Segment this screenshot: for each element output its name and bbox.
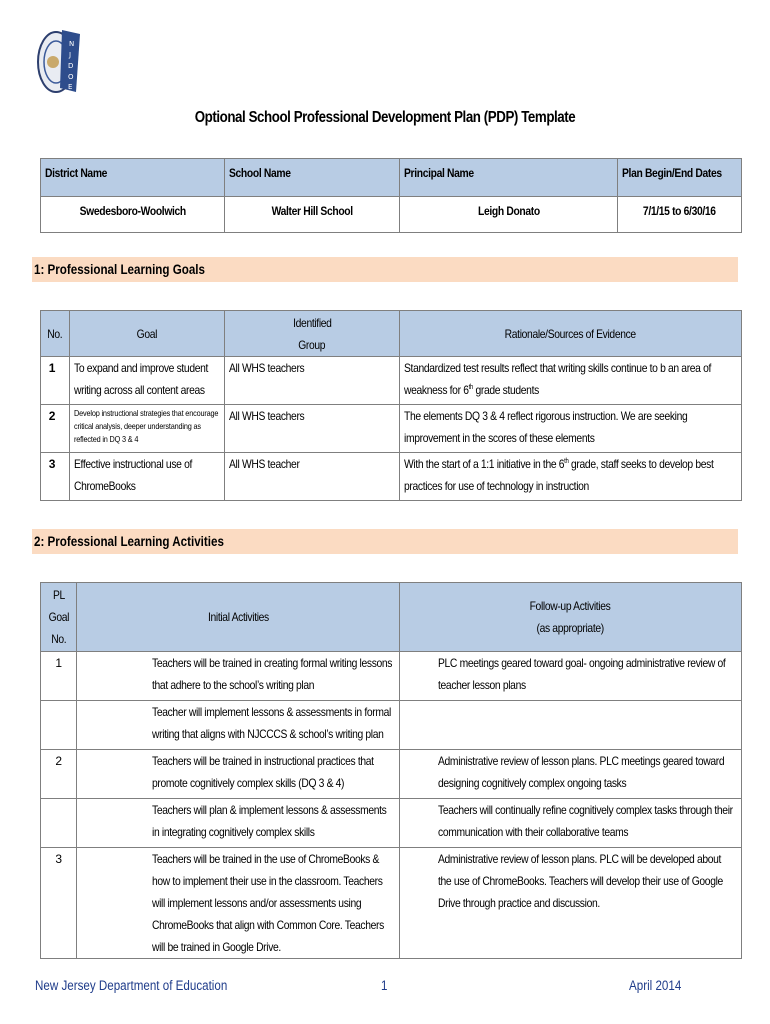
- activity-goal-number: 3: [41, 848, 77, 959]
- goal-rationale: With the start of a 1:1 initiative in the 6th grade, staff seeks to develop best practices for use of technology in instruction: [400, 453, 742, 501]
- footer-date: April 2014: [629, 978, 682, 993]
- goal-text: Develop instructional strategies that encourage critical analysis, deeper understanding as reflected in DQ 3 & 4: [70, 405, 225, 453]
- pl-goal-no-header: PL Goal No.: [41, 583, 77, 652]
- njdoe-seal-logo: [36, 26, 82, 96]
- district-name-header: District Name: [41, 159, 225, 197]
- followup-activity: Teachers will continually refine cognitively complex tasks through their communication with their collaborative teams: [400, 799, 742, 848]
- activities-header-row: [41, 583, 742, 652]
- footer-department: New Jersey Department of Education: [35, 978, 228, 993]
- activity-row: [41, 701, 742, 750]
- goal-text: To expand and improve student writing across all content areas: [70, 357, 225, 405]
- document-title: Optional School Professional Development Plan (PDP) Template: [194, 109, 576, 126]
- rationale-header: Rationale/Sources of Evidence: [400, 311, 742, 357]
- activity-row: [41, 848, 742, 959]
- goal-text: Effective instructional use of ChromeBooks: [70, 453, 225, 501]
- svg-text:O: O: [68, 73, 74, 81]
- school-name-header: School Name: [225, 159, 400, 197]
- svg-text:D: D: [68, 62, 74, 70]
- svg-text:E: E: [68, 83, 73, 91]
- activity-row: [41, 652, 742, 701]
- goal-group: All WHS teachers: [225, 405, 400, 453]
- activity-goal-number: 2: [41, 750, 77, 799]
- activity-goal-number: [41, 701, 77, 750]
- section-2-heading: 2: Professional Learning Activities: [32, 529, 738, 554]
- initial-activities-header: Initial Activities: [77, 583, 400, 652]
- plan-dates-value: 7/1/15 to 6/30/16: [618, 197, 742, 233]
- initial-activity: Teacher will implement lessons & assessments in formal writing that aligns with NJCCCS & school’s writing plan: [77, 701, 400, 750]
- followup-activity: Administrative review of lesson plans. PLC will be developed about the use of ChromeBooks. Teachers will develop their use of Google Drive through practice and discussion.: [400, 848, 742, 959]
- district-info-table: [40, 158, 742, 233]
- district-name-value: Swedesboro-Woolwich: [41, 197, 225, 233]
- goal-row: [41, 405, 742, 453]
- footer-page-number: 1: [381, 978, 388, 993]
- goal-group: All WHS teachers: [225, 357, 400, 405]
- professional-learning-goals-table: [40, 310, 742, 501]
- school-name-value: Walter Hill School: [225, 197, 400, 233]
- goal-number: 2: [41, 405, 70, 453]
- activity-goal-number: [41, 799, 77, 848]
- followup-activity: [400, 701, 742, 750]
- principal-name-header: Principal Name: [400, 159, 618, 197]
- activity-goal-number: 1: [41, 652, 77, 701]
- activity-row: [41, 750, 742, 799]
- initial-activity: Teachers will be trained in creating formal writing lessons that adhere to the school’s writing plan: [77, 652, 400, 701]
- goal-rationale: Standardized test results reflect that writing skills continue to b an area of weakness for 6th grade students: [400, 357, 742, 405]
- section-1-heading: 1: Professional Learning Goals: [32, 257, 738, 282]
- plan-dates-header: Plan Begin/End Dates: [618, 159, 742, 197]
- svg-text:N: N: [69, 40, 75, 48]
- initial-activity: Teachers will be trained in the use of ChromeBooks & how to implement their use in the classroom. Teachers will implement lessons and/or assessments using ChromeBooks that align with Common Core. Teachers will be trained in Google Drive.: [77, 848, 400, 959]
- goals-header-row: [41, 311, 742, 357]
- goal-no-header: No.: [41, 311, 70, 357]
- followup-activities-header: Follow-up Activities (as appropriate): [400, 583, 742, 652]
- goal-row: [41, 357, 742, 405]
- activity-row: [41, 799, 742, 848]
- followup-activity: Administrative review of lesson plans. PLC meetings geared toward designing cognitively complex ongoing tasks: [400, 750, 742, 799]
- initial-activity: Teachers will plan & implement lessons & assessments in integrating cognitively complex skills: [77, 799, 400, 848]
- goal-row: [41, 453, 742, 501]
- goal-rationale: The elements DQ 3 & 4 reflect rigorous instruction. We are seeking improvement in the scores of these elements: [400, 405, 742, 453]
- followup-activity: PLC meetings geared toward goal- ongoing administrative review of teacher lesson plans: [400, 652, 742, 701]
- principal-name-value: Leigh Donato: [400, 197, 618, 233]
- identified-group-header: Identified Group: [225, 311, 400, 357]
- goal-number: 3: [41, 453, 70, 501]
- goal-group: All WHS teacher: [225, 453, 400, 501]
- goal-number: 1: [41, 357, 70, 405]
- district-value-row: [41, 197, 742, 233]
- professional-learning-activities-table: [40, 582, 742, 959]
- district-header-row: [41, 159, 742, 197]
- svg-text:J: J: [69, 51, 72, 59]
- goal-header: Goal: [70, 311, 225, 357]
- initial-activity: Teachers will be trained in instructional practices that promote cognitively complex skills (DQ 3 & 4): [77, 750, 400, 799]
